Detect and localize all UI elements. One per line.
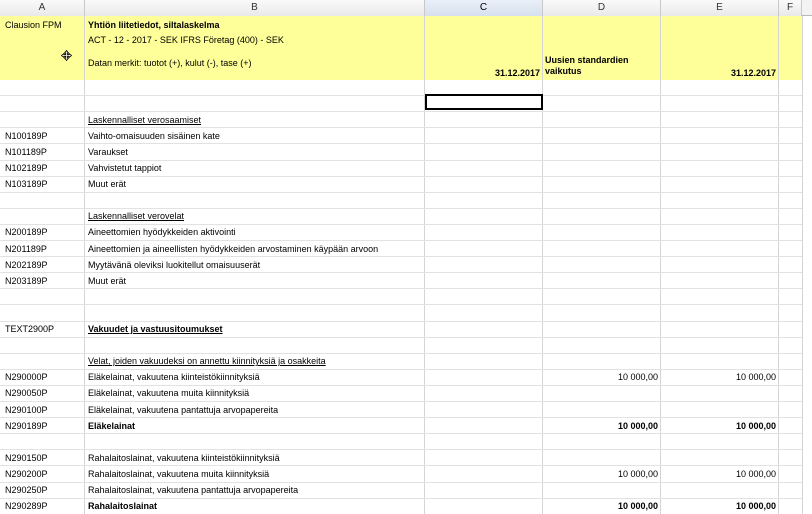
cell-c-row-16[interactable] [426,322,540,337]
cell-e-row-15[interactable] [662,306,776,321]
cell-d-row-11[interactable] [544,242,658,257]
cell-b-row-24[interactable]: Rahalaitoslainat, vakuutena kiinteistökiinnityksiä [88,452,280,463]
cell-a-row-21[interactable]: N290100P [5,404,48,415]
cell-a-row-15[interactable] [5,306,83,321]
cell-c-row-19[interactable] [426,370,540,385]
cell-e-row-23[interactable] [662,435,776,450]
cell-c-row-15[interactable] [426,306,540,321]
cell-b-row-25[interactable]: Rahalaitoslainat, vakuutena muita kiinnityksiä [88,468,270,479]
cell-c-row-7[interactable] [426,177,540,192]
cell-c-row-13[interactable] [426,274,540,289]
cell-d-row-17[interactable] [544,338,658,353]
cell-d-row-15[interactable] [544,306,658,321]
cell-c-row-5[interactable] [426,145,540,160]
cell-e-row-11[interactable] [662,242,776,257]
cell-b-row-9[interactable]: Laskennalliset verovelat [88,211,185,222]
cell-d-row-27[interactable]: 10 000,00 [617,501,658,512]
cell-d-row-13[interactable] [544,274,658,289]
column-header-row [0,0,812,16]
cell-a-row-25[interactable]: N290200P [5,468,48,479]
cell-b-row-11[interactable]: Aineettomien ja aineellisten hyödykkeiden arvostaminen käypään arvoon [88,243,379,254]
report-title: Yhtiön liitetiedot, siltalaskelma [88,20,220,30]
cell-e-row-16[interactable] [662,322,776,337]
cell-a-row-8[interactable] [5,193,83,208]
cell-b-row-13[interactable]: Muut erät [88,275,127,286]
cell-d-row-6[interactable] [544,161,658,176]
cell-b-row-27[interactable]: Rahalaitoslainat [88,501,158,512]
column-header-b[interactable]: B [85,0,425,16]
cell-a-row-11[interactable]: N201189P [5,243,47,254]
cell-c-row-12[interactable] [426,258,540,273]
system-label: Clausion FPM [5,20,62,30]
cell-d-row-18[interactable] [544,354,658,369]
cell-e-row-17[interactable] [662,338,776,353]
cell-a-row-14[interactable] [5,290,83,305]
cell-e-row-25[interactable]: 10 000,00 [735,468,776,479]
cell-e-row-20[interactable] [662,386,776,401]
cell-d-row-19[interactable]: 10 000,00 [617,372,658,383]
cell-b-row-19[interactable]: Eläkelainat, vakuutena kiinteistökiinnityksiä [88,372,260,383]
cell-b-row-10[interactable]: Aineettomien hyödykkeiden aktivointi [88,227,236,238]
cell-b-row-14[interactable] [88,290,424,305]
cell-a-row-9[interactable] [5,209,83,224]
cell-b-row-20[interactable]: Eläkelainat, vakuutena muita kiinnityksiä [88,388,250,399]
cell-e-row-8[interactable] [662,193,776,208]
cell-e-row-10[interactable] [662,225,776,240]
cell-d-row-24[interactable] [544,451,658,466]
cell-d-row-14[interactable] [544,290,658,305]
cell-b-row-23[interactable] [88,435,424,450]
cell-c-row-8[interactable] [426,193,540,208]
cell-a-row-18[interactable] [5,354,83,369]
cell-d-row-23[interactable] [544,435,658,450]
data-sign-note: Datan merkit: tuotot (+), kulut (-), tase (+) [88,58,252,68]
cell-e-row-3[interactable] [662,113,776,128]
cell-a-row-10[interactable]: N200189P [5,227,48,238]
cell-c-row-17[interactable] [426,338,540,353]
cell-c-row-26[interactable] [426,483,540,498]
cell-a-row-27[interactable]: N290289P [5,501,48,512]
cell-e-row-27[interactable]: 10 000,00 [735,501,776,512]
cell-e-row-12[interactable] [662,258,776,273]
cell-b-row-1[interactable] [88,81,424,96]
cell-b-row-7[interactable]: Muut erät [88,179,127,190]
col-d-label-line1: Uusien standardien [545,55,629,65]
cell-c-row-22[interactable] [426,419,540,434]
cell-e-row-14[interactable] [662,290,776,305]
cell-c-row-24[interactable] [426,451,540,466]
cell-c-row-20[interactable] [426,386,540,401]
cell-e-row-5[interactable] [662,145,776,160]
cell-c-row-14[interactable] [426,290,540,305]
col-d-label-line2: vaikutus [545,66,582,76]
cell-c-row-10[interactable] [426,225,540,240]
cell-d-row-21[interactable] [544,403,658,418]
cell-d-row-4[interactable] [544,129,658,144]
cell-d-row-26[interactable] [544,483,658,498]
cell-c-row-9[interactable] [426,209,540,224]
cell-c-row-18[interactable] [426,354,540,369]
cell-e-row-22[interactable]: 10 000,00 [735,420,776,431]
report-subtitle: ACT - 12 - 2017 - SEK IFRS Företag (400) - SEK [88,35,284,45]
cell-e-row-1[interactable] [662,81,776,96]
cell-c-row-21[interactable] [426,403,540,418]
cell-d-row-1[interactable] [544,81,658,96]
cell-d-row-3[interactable] [544,113,658,128]
cell-e-row-24[interactable] [662,451,776,466]
cell-b-row-6[interactable]: Vahvistetut tappiot [88,163,162,173]
cell-e-row-26[interactable] [662,483,776,498]
cell-c-row-6[interactable] [426,161,540,176]
cell-d-row-20[interactable] [544,386,658,401]
cell-d-row-2[interactable] [544,97,658,112]
cell-c-row-27[interactable] [426,499,540,514]
cell-b-row-22[interactable]: Eläkelainat [88,420,136,431]
cell-b-row-17[interactable] [88,338,424,353]
cell-a-row-24[interactable]: N290150P [5,452,48,463]
cell-a-row-2[interactable] [5,97,83,112]
cell-a-row-7[interactable]: N103189P [5,179,48,190]
cell-e-row-4[interactable] [662,129,776,144]
cell-a-row-13[interactable]: N203189P [5,275,48,286]
selected-cell-c[interactable] [425,94,543,110]
col-c-date: 31.12.2017 [494,68,540,78]
cell-b-row-18[interactable]: Velat, joiden vakuudeksi on annettu kiinnityksiä ja osakkeita [88,356,326,367]
cell-e-row-6[interactable] [662,161,776,176]
cell-d-row-25[interactable]: 10 000,00 [617,468,658,479]
cell-d-row-9[interactable] [544,209,658,224]
column-header-f[interactable]: F [779,0,802,16]
cell-a-row-5[interactable]: N101189P [5,146,47,157]
cell-b-row-4[interactable]: Vaihto-omaisuuden sisäinen kate [88,130,220,141]
cell-b-row-8[interactable] [88,193,424,208]
cell-d-row-10[interactable] [544,225,658,240]
cell-d-row-16[interactable] [544,322,658,337]
cell-a-row-1[interactable] [5,81,83,96]
cell-a-row-3[interactable] [5,113,83,128]
cell-e-row-13[interactable] [662,274,776,289]
cell-a-row-22[interactable]: N290189P [5,420,48,431]
column-header-c[interactable]: C [425,0,543,16]
cell-d-row-12[interactable] [544,258,658,273]
cell-a-row-6[interactable]: N102189P [5,163,48,173]
cell-e-row-2[interactable] [662,97,776,112]
cell-b-row-12[interactable]: Myytävänä oleviksi luokitellut omaisuuserät [88,259,261,270]
cell-b-row-5[interactable]: Varaukset [88,146,128,157]
cell-a-row-17[interactable] [5,338,83,353]
cell-b-row-2[interactable] [88,97,424,112]
right-edge [802,16,812,514]
cell-b-row-3[interactable]: Laskennalliset verosaamiset [88,114,202,125]
cell-a-row-19[interactable]: N290000P [5,372,48,383]
cell-e-row-18[interactable] [662,354,776,369]
cell-c-row-23[interactable] [426,435,540,450]
col-e-date: 31.12.2017 [730,68,776,78]
move-cursor-icon [61,50,72,61]
cell-e-row-21[interactable] [662,403,776,418]
cell-d-row-8[interactable] [544,193,658,208]
cell-a-row-4[interactable]: N100189P [5,130,48,141]
cell-b-row-21[interactable]: Eläkelainat, vakuutena pantattuja arvopapereita [88,404,279,415]
cell-b-row-26[interactable]: Rahalaitoslainat, vakuutena pantattuja arvopapereita [88,485,299,495]
column-header-a[interactable]: A [0,0,85,16]
column-header-e[interactable]: E [661,0,779,16]
cell-d-row-22[interactable]: 10 000,00 [617,420,658,431]
cell-d-row-5[interactable] [544,145,658,160]
cell-e-row-9[interactable] [662,209,776,224]
cell-c-row-25[interactable] [426,467,540,482]
cell-a-row-16[interactable]: TEXT2900P [5,324,55,334]
cell-a-row-23[interactable] [5,435,83,450]
cell-a-row-12[interactable]: N202189P [5,259,48,270]
cell-c-row-4[interactable] [426,129,540,144]
cell-b-row-15[interactable] [88,306,424,321]
cell-e-row-7[interactable] [662,177,776,192]
cell-e-row-19[interactable]: 10 000,00 [735,372,776,383]
cell-b-row-16[interactable]: Vakuudet ja vastuusitoumukset [88,324,223,334]
cell-a-row-26[interactable]: N290250P [5,485,48,495]
cell-a-row-20[interactable]: N290050P [5,388,48,399]
cell-c-row-3[interactable] [426,113,540,128]
cell-d-row-7[interactable] [544,177,658,192]
cell-c-row-11[interactable] [426,242,540,257]
column-header-d[interactable]: D [543,0,661,16]
